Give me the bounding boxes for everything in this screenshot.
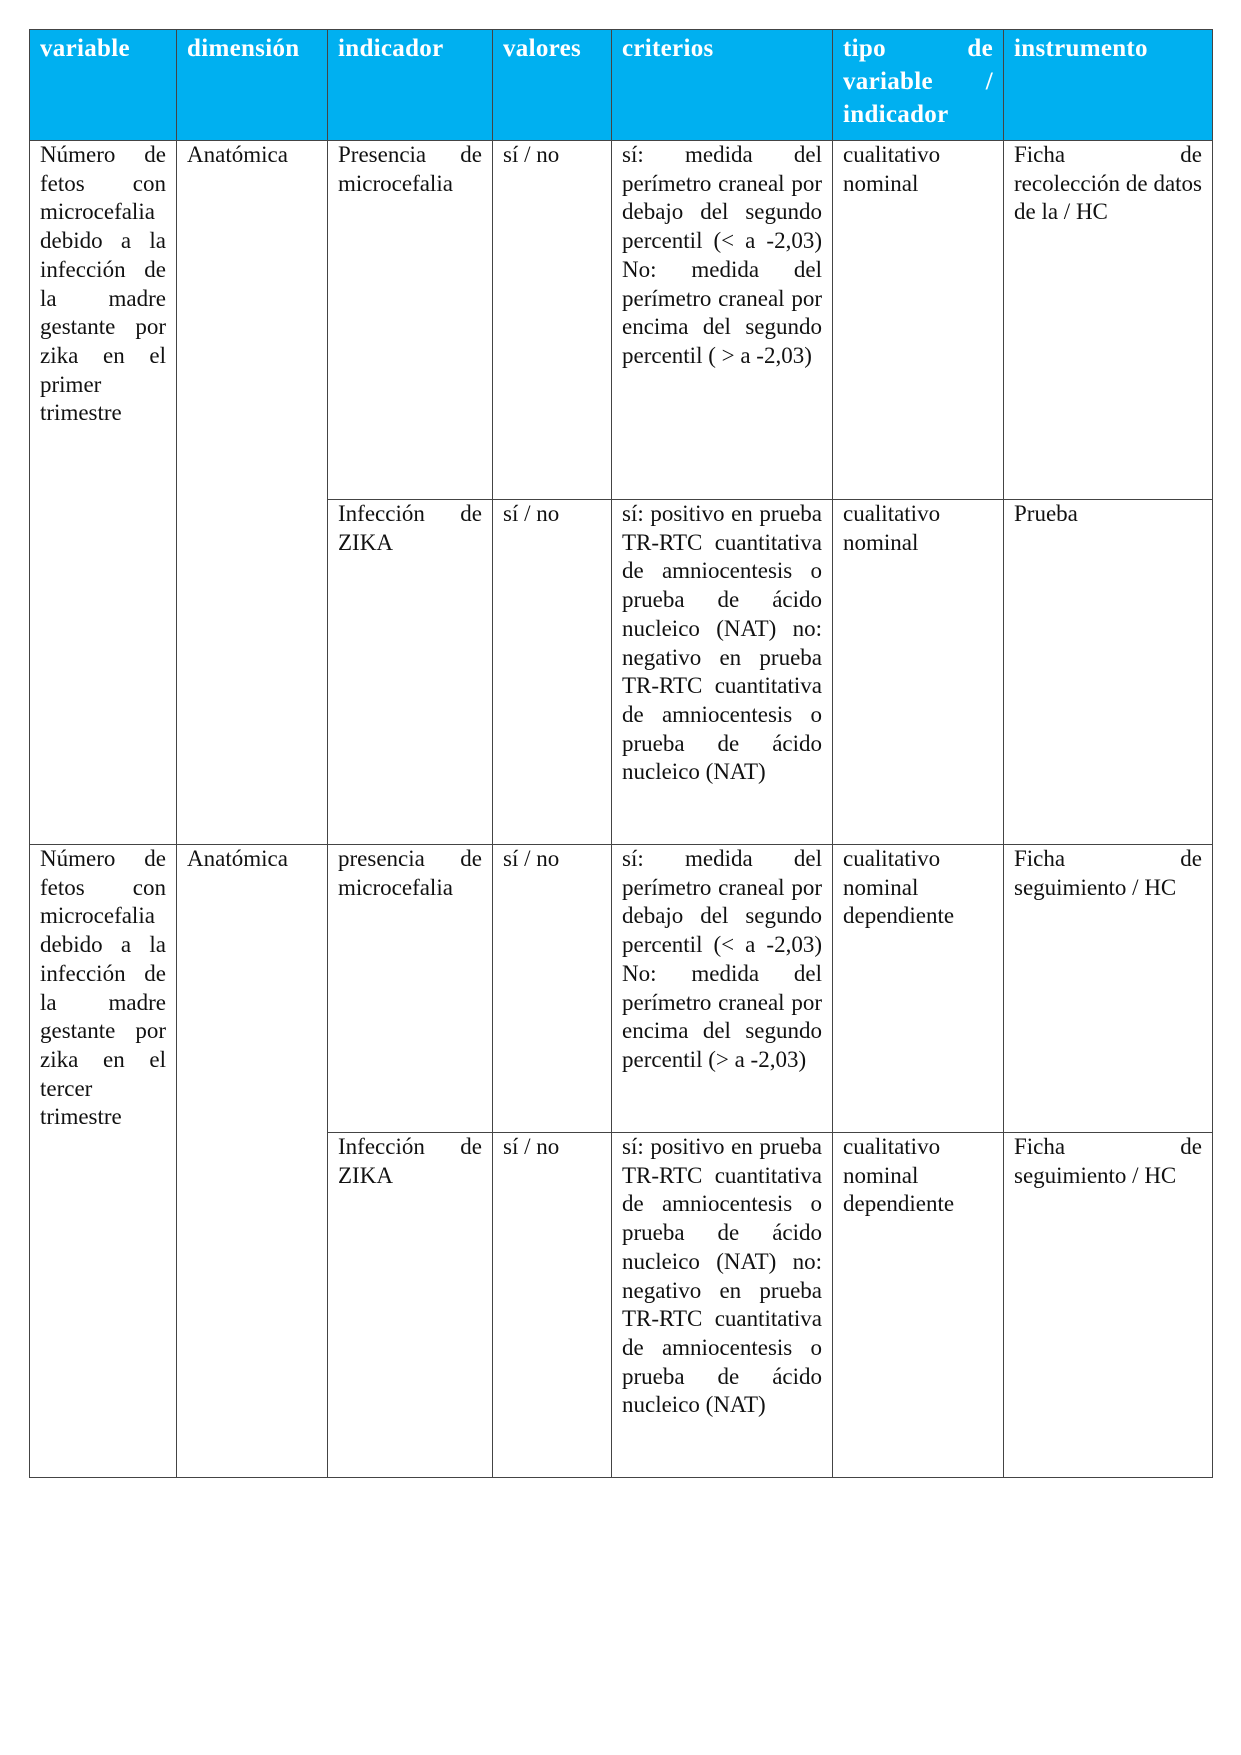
- header-tipo: [833, 30, 1004, 141]
- instrumento-text: Ficha de recolección de datos de la / HC: [1014, 142, 1202, 225]
- tipo-cell: cualitativo nominal: [833, 141, 1004, 500]
- instrumento-text: Ficha de seguimiento / HC: [1014, 846, 1202, 900]
- indicador-cell: [328, 845, 493, 1133]
- indicador-text: Presencia de microcefalia: [338, 142, 482, 196]
- indicador-cell: [328, 141, 493, 500]
- criterios-cell: [612, 500, 833, 845]
- instrumento-cell: [1004, 141, 1213, 500]
- tipo-cell: cualitativo nominal: [833, 500, 1004, 845]
- instrumento-cell: Prueba: [1004, 500, 1213, 845]
- tipo-cell: cualitativo nominal dependiente: [833, 845, 1004, 1133]
- header-valores: valores: [493, 30, 612, 141]
- table-row: [30, 845, 1213, 1133]
- instrumento-text: Ficha de seguimiento / HC: [1014, 1134, 1202, 1188]
- valores-cell: sí / no: [493, 500, 612, 845]
- header-indicador: indicador: [328, 30, 493, 141]
- criterios-cell: [612, 1133, 833, 1478]
- dimension-cell: Anatómica: [177, 141, 328, 845]
- dimension-cell: Anatómica: [177, 845, 328, 1478]
- indicador-text: presencia de microcefalia: [338, 846, 482, 900]
- indicador-text: Infección de ZIKA: [338, 501, 482, 555]
- criterios-text: sí: medida del perímetro craneal por debajo del segundo percentil (< a -2,03) No: medida del perímetro craneal por encima del segundo percentil ( > a -2,03): [622, 142, 822, 368]
- operationalization-table: [29, 29, 1213, 1478]
- header-criterios: criterios: [612, 30, 833, 141]
- criterios-cell: [612, 845, 833, 1133]
- indicador-cell: [328, 1133, 493, 1478]
- valores-cell: sí / no: [493, 141, 612, 500]
- indicador-cell: [328, 500, 493, 845]
- criterios-text: sí: positivo en prueba TR-RTC cuantitativa de amniocentesis o prueba de ácido nucleico (NAT) no: negativo en prueba TR-RTC cuantitativa de amniocentesis o prueba de ácido nucleico (NAT): [622, 1134, 822, 1418]
- header-row: [30, 30, 1213, 141]
- tipo-cell: cualitativo nominal dependiente: [833, 1133, 1004, 1478]
- valores-cell: sí / no: [493, 1133, 612, 1478]
- variable-text: Número de fetos con microcefalia debido a la infección de la madre gestante por zika en el tercer trimestre: [40, 846, 166, 1130]
- indicador-text: Infección de ZIKA: [338, 1134, 482, 1188]
- table-header: [30, 30, 1213, 141]
- instrumento-cell: [1004, 845, 1213, 1133]
- table-row: [30, 141, 1213, 500]
- variable-cell: [30, 141, 177, 845]
- variable-cell: [30, 845, 177, 1478]
- header-variable: variable: [30, 30, 177, 141]
- valores-cell: sí / no: [493, 845, 612, 1133]
- header-tipo-text: tipo de variable / indicador: [843, 35, 993, 128]
- criterios-cell: [612, 141, 833, 500]
- table-body: [30, 141, 1213, 1478]
- criterios-text: sí: positivo en prueba TR-RTC cuantitativa de amniocentesis o prueba de ácido nucleico (NAT) no: negativo en prueba TR-RTC cuantitativa de amniocentesis o prueba de ácido nucleico (NAT): [622, 501, 822, 785]
- header-dimension: dimensión: [177, 30, 328, 141]
- header-instrumento: instrumento: [1004, 30, 1213, 141]
- variable-text: Número de fetos con microcefalia debido a la infección de la madre gestante por zika en el primer trimestre: [40, 142, 166, 426]
- criterios-text: sí: medida del perímetro craneal por debajo del segundo percentil (< a -2,03) No: medida del perímetro craneal por encima del segundo percentil (> a -2,03): [622, 846, 822, 1072]
- instrumento-cell: [1004, 1133, 1213, 1478]
